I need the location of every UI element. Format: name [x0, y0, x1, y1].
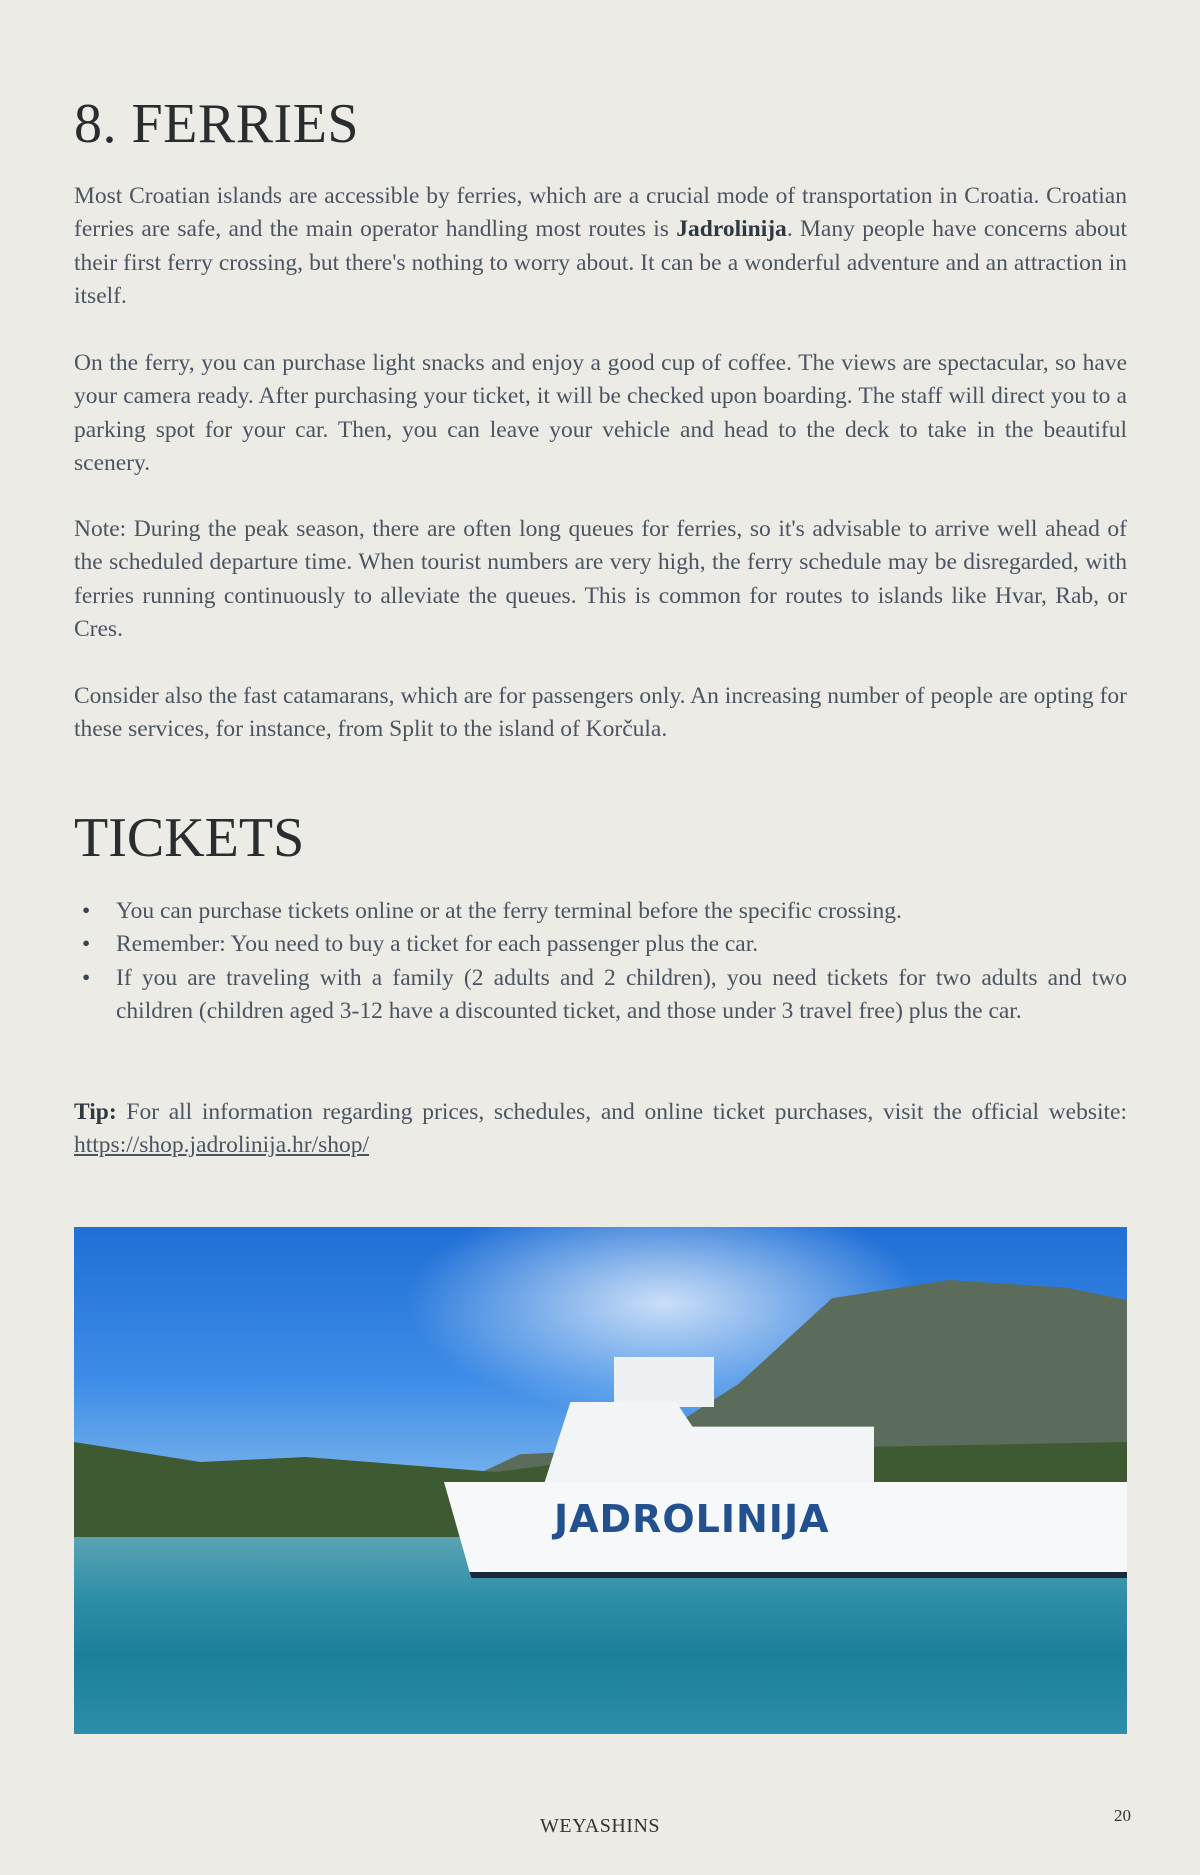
section-title: 8. FERRIES: [74, 93, 360, 155]
tip-paragraph: [74, 1096, 1127, 1163]
paragraph-onboard: On the ferry, you can purchase light snacks and enjoy a good cup of coffee. The views are spectacular, so have your camera ready. After purchasing your ticket, it will be checked upon boarding. The staff will direct you to a parking spot for your car. Then, you can leave your vehicle and head to the deck to take in the beautiful scenery.: [74, 350, 1127, 476]
list-item: • Remember: You need to buy a ticket for each passenger plus the car.: [116, 928, 1127, 961]
paragraph-note: Note: During the peak season, there are often long queues for ferries, so it's advisable to arrive well ahead of the scheduled departure time. When tourist numbers are very high, the ferry schedule may be disregarded, with ferries running continuously to alleviate the queues. This is common for routes to islands like Hvar, Rab, or Cres.: [74, 516, 1127, 642]
tip-text: For all information regarding prices, schedules, and online ticket purchases, visit the official website:: [116, 1099, 1127, 1125]
intro-text: Most Croatian islands are accessible by ferries, which are a crucial mode of transportation in Croatia. Croatian ferries are safe, and the main operator handling most routes is: [74, 183, 1127, 243]
page-number: 20: [1114, 1806, 1131, 1825]
ferry-photo: [74, 1227, 1127, 1734]
intro-text-end: . Many people have concerns about their first ferry crossing, but there's nothing to worry about. It can be a wonderful adventure and an attraction in itself.: [74, 216, 1127, 309]
ferry-bridge: [614, 1357, 714, 1407]
jadrolinija-shop-link[interactable]: https://shop.jadrolinija.hr/shop/: [74, 1132, 370, 1159]
footer-brand: WEYASHINS: [539, 1815, 661, 1837]
tickets-list: [74, 895, 1127, 1028]
operator-name: Jadrolinija: [676, 216, 787, 243]
list-item: • You can purchase tickets online or at the ferry terminal before the specific crossing.: [116, 895, 1127, 928]
list-item: • If you are traveling with a family (2 adults and 2 children), you need tickets for two adults and two children (children aged 3-12 have a discounted ticket, and those under 3 travel free) plus the car.: [116, 962, 1127, 1029]
paragraph-catamarans: Consider also the fast catamarans, which are for passengers only. An increasing number of people are opting for these services, for instance, from Split to the island of Korčula.: [74, 683, 1127, 743]
ferry-logo-text: JADROLINIJA: [554, 1497, 830, 1541]
tickets-heading: TICKETS: [74, 807, 305, 869]
tip-label: Tip:: [74, 1099, 117, 1125]
paragraph-intro: [74, 180, 1127, 313]
